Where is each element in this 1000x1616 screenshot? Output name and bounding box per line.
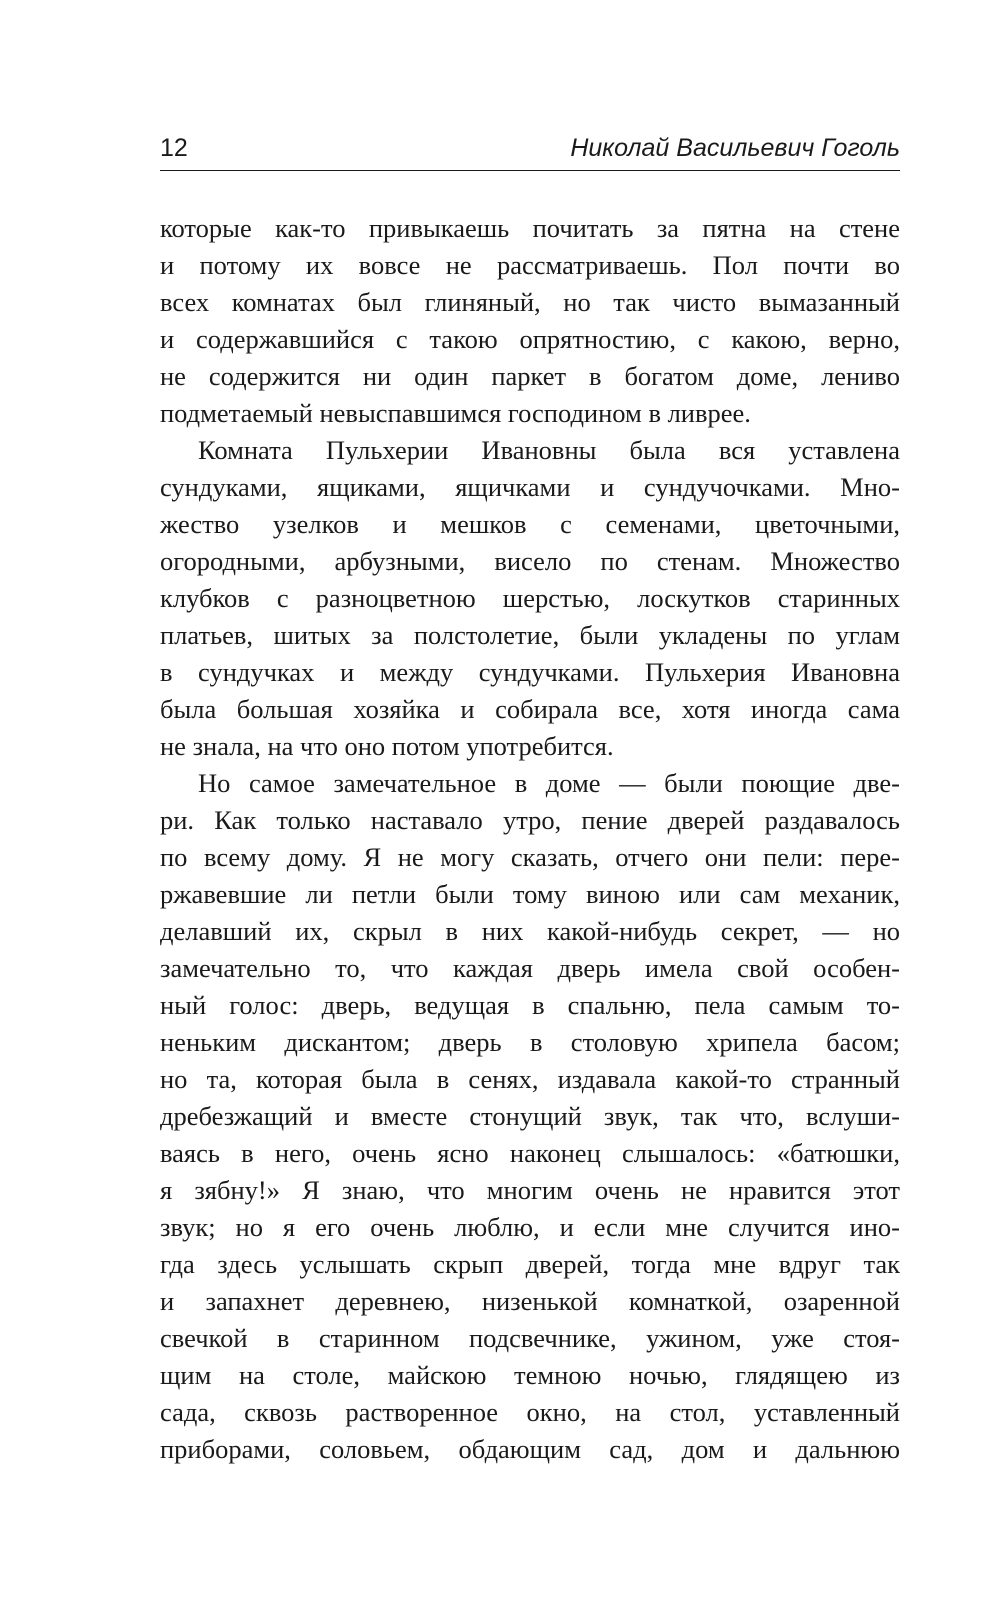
text-line: ри. Как только наставало утро, пение дверей раздавалось [160, 805, 900, 835]
text-line: была большая хозяйка и собирала все, хотя иногда сама [160, 694, 900, 724]
text-line: и потому их вовсе не рассматриваешь. Пол почти во [160, 250, 900, 280]
text-line: гда здесь услышать скрып дверей, тогда мне вдруг так [160, 1249, 900, 1279]
text-line: в сундучках и между сундучками. Пульхерия Ивановна [160, 657, 900, 687]
text-line: сундуками, ящиками, ящичками и сундучочками. Мно- [160, 472, 900, 502]
text-line: ваясь в него, очень ясно наконец слышалось: «батюшки, [160, 1138, 900, 1168]
paragraph [160, 765, 900, 1468]
text-line: дребезжащий и вместе стонущий звук, так что, вслуши- [160, 1101, 900, 1131]
text-line: не знала, на что оно потом употребится. [160, 731, 614, 761]
running-head [160, 126, 900, 171]
text-line: Но самое замечательное в доме — были поющие две- [198, 768, 900, 798]
text-line: звук; но я его очень люблю, и если мне случится ино- [160, 1212, 900, 1242]
text-line: по всему дому. Я не могу сказать, отчего они пели: пере- [160, 842, 900, 872]
text-line: но та, которая была в сенях, издавала какой-то странный [160, 1064, 900, 1094]
text-line: всех комнатах был глиняный, но так чисто вымазанный [160, 287, 900, 317]
book-author: Николай Васильевич Гоголь [570, 134, 900, 162]
text-line: щим на столе, майскою темною ночью, глядящею из [160, 1360, 900, 1390]
body-text [160, 210, 900, 1468]
text-line: огородными, арбузными, висело по стенам. Множество [160, 546, 900, 576]
text-line: клубков с разноцветною шерстью, лоскутков старинных [160, 583, 900, 613]
text-line: платьев, шитых за полстолетие, были укладены по углам [160, 620, 900, 650]
text-line: подметаемый невыспавшимся господином в ливрее. [160, 398, 751, 428]
text-line: приборами, соловьем, обдающим сад, дом и дальнюю [160, 1434, 900, 1464]
text-line: Комната Пульхерии Ивановны была вся уставлена [198, 435, 900, 465]
text-line: ржавевшие ли петли были тому виною или сам механик, [160, 879, 900, 909]
text-line: неньким дискантом; дверь в столовую хрипела басом; [160, 1027, 900, 1057]
text-line: и содержавшийся с такою опрятностию, с какою, верно, [160, 324, 900, 354]
text-line: жество узелков и мешков с семенами, цветочными, [160, 509, 900, 539]
page-number: 12 [160, 134, 188, 162]
text-line: ный голос: дверь, ведущая в спальню, пела самым то- [160, 990, 900, 1020]
text-line: свечкой в старинном подсвечнике, ужином, уже стоя- [160, 1323, 900, 1353]
paragraph [160, 432, 900, 765]
text-line: не содержится ни один паркет в богатом доме, лениво [160, 361, 900, 391]
paragraph [160, 210, 900, 432]
text-line: и запахнет деревнею, низенькой комнаткой, озаренной [160, 1286, 900, 1316]
text-line: делавший их, скрыл в них какой-нибудь секрет, — но [160, 916, 900, 946]
text-line: я зябну!» Я знаю, что многим очень не нравится этот [160, 1175, 900, 1205]
text-line: которые как-то привыкаешь почитать за пятна на стене [160, 213, 900, 243]
text-line: сада, сквозь растворенное окно, на стол, уставленный [160, 1397, 900, 1427]
text-line: замечательно то, что каждая дверь имела свой особен- [160, 953, 900, 983]
